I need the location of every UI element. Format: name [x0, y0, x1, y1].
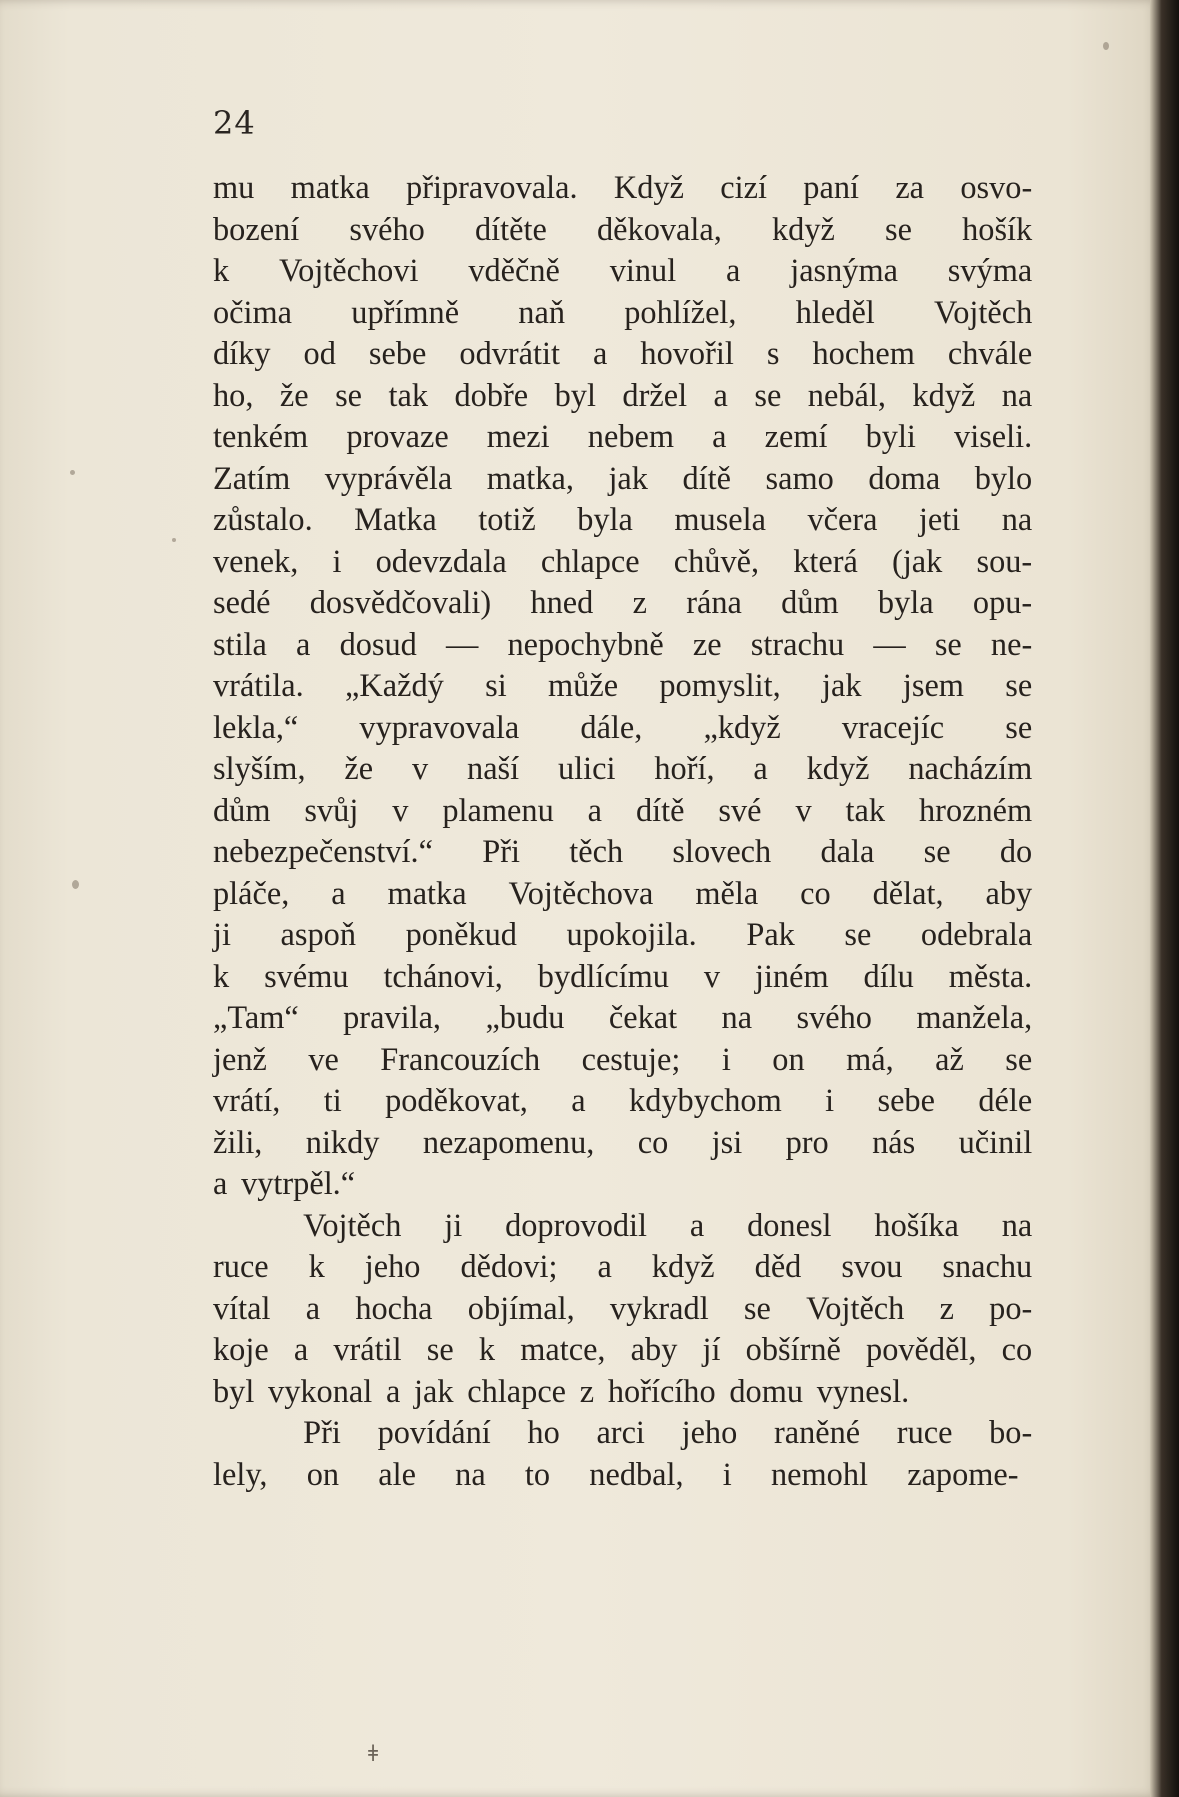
text-line: dům svůj v plamenu a dítě své v tak hrozném — [213, 792, 1033, 829]
text-line: Vojtěch ji doprovodil a donesl hošíka na — [303, 1207, 1033, 1244]
text-line: a vytrpěl.“ — [213, 1166, 356, 1202]
text-line: ji aspoň poněkud upokojila. Pak se odebrala — [213, 917, 1033, 953]
text-line: žili, nikdy nezapomenu, co jsi pro nás učinil — [213, 1124, 1033, 1161]
text-line: Zatím vyprávěla matka, jak dítě samo doma bylo — [213, 460, 1033, 497]
text-line: k Vojtěchovi vděčně vinul a jasnýma svýma — [213, 253, 1033, 289]
text-line: venek, i odevzdala chlapce chůvě, která (jak sou- — [213, 543, 1033, 580]
text-line: tenkém provaze mezi nebem a zemí byli viseli. — [213, 419, 1033, 455]
text-line: „Tam“ pravila, „budu čekat na svého manžela, — [213, 1000, 1033, 1036]
text-line: pláče, a matka Vojtěchova měla co dělat, aby — [213, 875, 1033, 912]
text-line: lekla,“ vypravovala dále, „když vracejíc se — [213, 709, 1033, 746]
body-text — [213, 168, 1049, 1496]
paper-speck — [72, 880, 79, 889]
text-line: ho, že se tak dobře byl držel a se nebál, když na — [213, 377, 1033, 414]
binding-edge — [1150, 0, 1179, 1797]
paper-speck — [172, 538, 176, 542]
text-line: k svému tchánovi, bydlícímu v jiném dílu města. — [213, 958, 1033, 995]
text-line: mu matka připravovala. Když cizí paní za osvo- — [213, 170, 1033, 206]
text-line: byl vykonal a jak chlapce z hořícího domu vynesl. — [213, 1373, 910, 1410]
text-line: stila a dosud — nepochybně ze strachu — se ne- — [213, 626, 1033, 663]
text-line: vrátí, ti poděkovat, a kdybychom i sebe déle — [213, 1083, 1033, 1119]
text-line: zůstalo. Matka totiž byla musela včera jeti na — [213, 502, 1033, 538]
text-line: jenž ve Francouzích cestuje; i on má, až se — [213, 1041, 1033, 1078]
text-line: bození svého dítěte děkovala, když se hošík — [213, 211, 1033, 248]
text-line: slyším, že v naší ulici hoří, a když nacházím — [213, 751, 1033, 787]
paper-speck — [70, 470, 75, 475]
text-line: díky od sebe odvrátit a hovořil s hochem chvále — [213, 336, 1033, 372]
text-line: Při povídání ho arci jeho raněné ruce bo- — [303, 1415, 1033, 1451]
text-line: koje a vrátil se k matce, aby jí obšírně pověděl, co — [213, 1332, 1033, 1368]
footer-mark: ǂ — [368, 1742, 379, 1767]
paper-speck — [1103, 42, 1109, 50]
text-line: ruce k jeho dědovi; a když děd svou snachu — [213, 1249, 1033, 1285]
text-line: sedé dosvědčovali) hned z rána dům byla opu- — [213, 585, 1033, 621]
text-line: lely, on ale na to nedbal, i nemohl zapome- — [213, 1456, 1019, 1493]
text-line: očima upřímně naň pohlížel, hleděl Vojtěch — [213, 294, 1033, 331]
text-line: vítal a hocha objímal, vykradl se Vojtěch z po- — [213, 1290, 1033, 1327]
text-line: nebezpečenství.“ Při těch slovech dala se do — [213, 834, 1033, 870]
text-line: vrátila. „Každý si může pomyslit, jak jsem se — [213, 668, 1033, 704]
page-number: 24 — [213, 104, 256, 142]
